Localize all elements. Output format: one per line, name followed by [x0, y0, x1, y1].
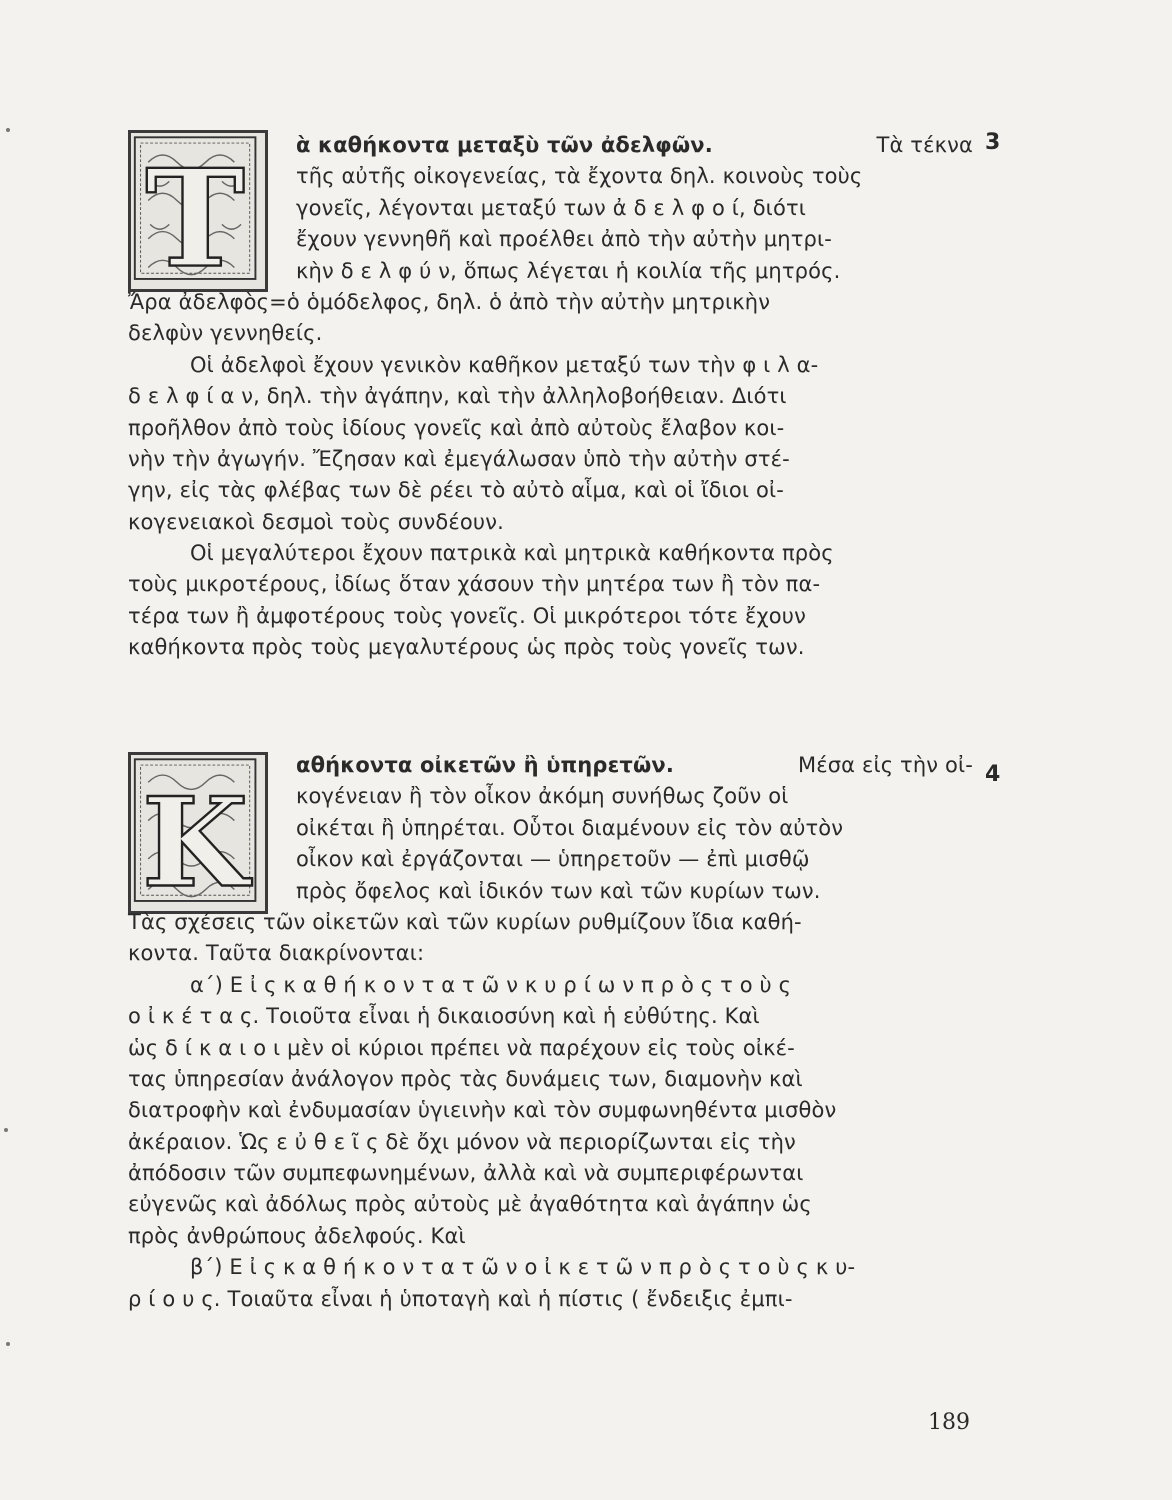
text-line: νὴν τὴν ἀγωγήν. Ἔζησαν καὶ ἐμεγάλωσαν ὑπὸ τὴν αὐτὴν στέ-	[128, 446, 790, 471]
text-line: τοὺς μικροτέρους, ἰδίως ὅταν χάσουν τὴν μητέρα των ἢ τὸν πα-	[128, 572, 821, 597]
text-line: εὐγενῶς καὶ ἀδόλως πρὸς αὐτοὺς μὲ ἀγαθότητα καὶ ἀγάπην ὡς	[128, 1192, 812, 1217]
text-line: ἀπόδοσιν τῶν συμπεφωνημένων, ἀλλὰ καὶ νὰ συμπεριφέρωνται	[128, 1161, 804, 1186]
text-line: Τὰς σχέσεις τῶν οἰκετῶν καὶ τῶν κυρίων ρυθμίζουν ἴδια καθή-	[128, 909, 802, 934]
text-line: κὴν δ ε λ φ ύ ν, ὅπως λέγεται ἡ κοιλία τῆς μητρός.	[296, 258, 841, 283]
text-line: β΄) Ε ἰ ς κ α θ ή κ ο ν τ α τ ῶ ν ο ἰ κ ε τ ῶ ν π ρ ὸ ς τ ο ὺ ς κ υ-	[190, 1255, 856, 1280]
text-line: ὡς δ ί κ α ι ο ι μὲν οἱ κύριοι πρέπει νὰ παρέχουν εἰς τοὺς οἰκέ-	[128, 1035, 795, 1060]
text-line: ἀκέραιον. Ὡς ε ὐ θ ε ῖ ς δὲ ὄχι μόνον νὰ περιορίζωνται εἰς τὴν	[128, 1129, 796, 1154]
text-line: τας ὑπηρεσίαν ἀνάλογον πρὸς τὰς δυνάμεις των, διαμονὴν καὶ	[128, 1066, 803, 1091]
text-line: διατροφὴν καὶ ἐνδυμασίαν ὑγιεινὴν καὶ τὸν συμφωνηθέντα μισθὸν	[128, 1098, 837, 1123]
text-line	[128, 750, 973, 781]
margin-number: 4	[985, 762, 1001, 787]
text-line: τῆς αὐτῆς οἰκογενείας, τὰ ἔχοντα δηλ. κοινοὺς τοὺς	[296, 164, 863, 189]
text-line: ρ ί ο υ ς. Τοιαῦτα εἶναι ἡ ὑποταγὴ καὶ ἡ πίστις ( ἔνδειξις ἐμπι-	[128, 1286, 793, 1311]
heading-tail: Μέσα εἰς τὴν οἰ-	[797, 753, 973, 777]
text-line: ἔχουν γεννηθῆ καὶ προέλθει ἀπὸ τὴν αὐτὴν μητρι-	[296, 227, 832, 252]
section-4	[128, 750, 973, 1315]
text-line: κοντα. Ταῦτα διακρίνονται:	[128, 941, 425, 966]
text-line: γην, εἰς τὰς φλέβας των δὲ ρέει τὸ αὐτὸ αἷμα, καὶ οἱ ἴδιοι οἰ-	[128, 478, 784, 503]
text-line: δελφὺν γεννηθείς.	[128, 321, 323, 346]
scan-speck	[6, 128, 10, 132]
text-line	[128, 130, 973, 161]
text-line: δ ε λ φ ί α ν, δηλ. τὴν ἀγάπην, καὶ τὴν ἀλληλοβοήθειαν. Διότι	[128, 384, 787, 409]
text-line: Οἱ μεγαλύτεροι ἔχουν πατρικὰ καὶ μητρικὰ καθήκοντα πρὸς	[190, 541, 834, 566]
heading-tail: Τὰ τέκνα	[876, 133, 973, 157]
text-line: καθήκοντα πρὸς τοὺς μεγαλυτέρους ὡς πρὸς τοὺς γονεῖς των.	[128, 635, 805, 660]
page-number: 189	[928, 1410, 970, 1435]
scan-speck	[4, 1128, 8, 1132]
margin-number: 3	[985, 130, 1001, 155]
initial-letter: Κ	[141, 770, 249, 911]
initial-letter: Τ	[145, 139, 245, 289]
text-line: Οἱ ἀδελφοὶ ἔχουν γενικὸν καθῆκον μεταξύ των τὴν φ ι λ α-	[190, 352, 819, 377]
section-heading: ὰ καθήκοντα μεταξὺ τῶν ἀδελφῶν.	[296, 133, 713, 157]
text-line: ο ἰ κ έ τ α ς. Τοιοῦτα εἶναι ἡ δικαιοσύνη καὶ ἡ εὐθύτης. Καὶ	[128, 1004, 760, 1029]
text-line: α΄) Ε ἰ ς κ α θ ή κ ο ν τ α τ ῶ ν κ υ ρ ί ω ν π ρ ὸ ς τ ο ὺ ς	[190, 972, 792, 997]
text-line: οἰκέται ἢ ὑπηρέται. Οὗτοι διαμένουν εἰς τὸν αὐτὸν	[296, 815, 844, 840]
text-line: πρὸς ἀνθρώπους ἀδελφούς. Καὶ	[128, 1223, 466, 1248]
section-3	[128, 130, 973, 664]
text-line: γονεῖς, λέγονται μεταξύ των ἀ δ ε λ φ ο ί, διότι	[296, 195, 806, 220]
text-line: Ἄρα ἀδελφὸς=ὁ ὁμόδελφος, δηλ. ὁ ἀπὸ τὴν αὐτὴν μητρικὴν	[128, 289, 771, 314]
text-line: προῆλθον ἀπὸ τοὺς ἰδίους γονεῖς καὶ ἀπὸ αὐτοὺς ἔλαβον κοι-	[128, 415, 785, 440]
text-line: κογενειακοὶ δεσμοὶ τοὺς συνδέουν.	[128, 509, 504, 534]
text-line: κογένειαν ἢ τὸν οἶκον ἀκόμη συνήθως ζοῦν οἱ	[296, 784, 789, 809]
text-line: οἶκον καὶ ἐργάζονται — ὑπηρετοῦν — ἐπὶ μισθῷ	[296, 847, 810, 872]
text-line: τέρα των ἢ ἀμφοτέρους τοὺς γονεῖς. Οἱ μικρότεροι τότε ἔχουν	[128, 603, 806, 628]
scan-speck	[6, 1342, 10, 1346]
text-line: πρὸς ὄφελος καὶ ἰδικόν των καὶ τῶν κυρίων των.	[296, 878, 821, 903]
section-heading: αθήκοντα οἰκετῶν ἢ ὑπηρετῶν.	[296, 753, 674, 777]
